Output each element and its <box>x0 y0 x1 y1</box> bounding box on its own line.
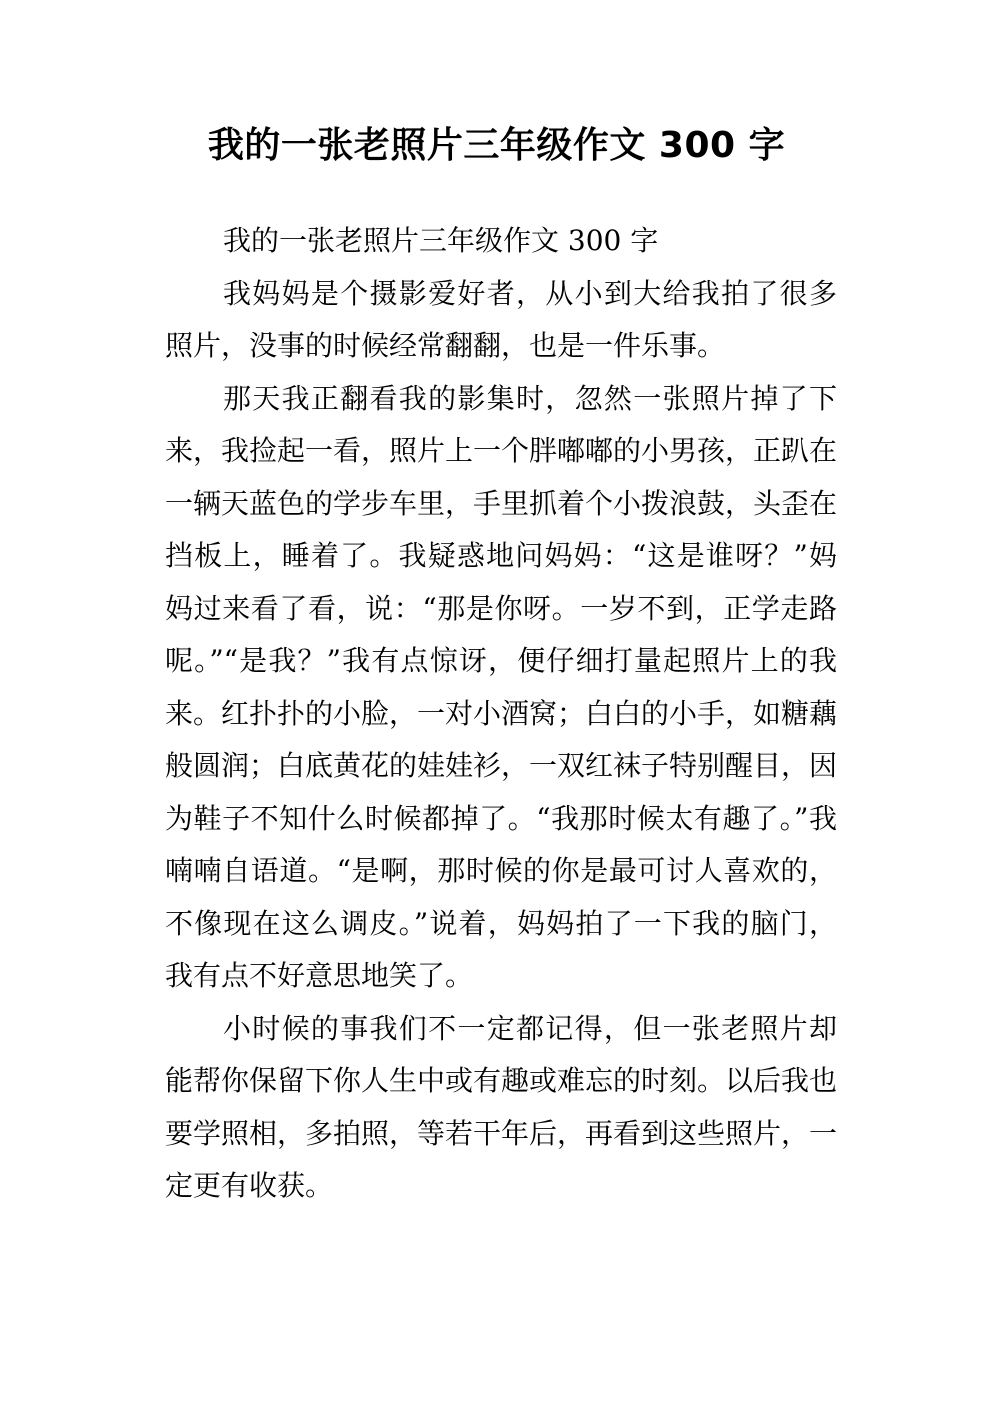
paragraph-story: 那天我正翻看我的影集时，忽然一张照片掉了下来，我捡起一看，照片上一个胖嘟嘟的小男孩，正趴在一辆天蓝色的学步车里，手里抓着个小拨浪鼓，头歪在挡板上，睡着了。我疑惑地问妈妈：“这是谁呀？”妈妈过来看了看，说：“那是你呀。一岁不到，正学走路呢。”“是我？”我有点惊讶，便仔细打量起照片上的我来。红扑扑的小脸，一对小酒窝；白白的小手，如糖藕般圆润；白底黄花的娃娃衫，一双红袜子特别醒目，因为鞋子不知什么时候都掉了。“我那时候太有趣了。”我喃喃自语道。“是啊，那时候的你是最可讨人喜欢的，不像现在这么调皮。”说着，妈妈拍了一下我的脑门，我有点不好意思地笑了。 <box>165 381 838 992</box>
paragraph-intro: 我妈妈是个摄影爱好者，从小到大给我拍了很多照片，没事的时候经常翻翻，也是一件乐事。 <box>165 276 837 362</box>
paragraph-conclusion: 小时候的事我们不一定都记得，但一张老照片却能帮你保留下你人生中或有趣或难忘的时刻。以后我也要学照相，多拍照，等若干年后，再看到这些照片，一定更有收获。 <box>165 1011 838 1202</box>
paragraph-subtitle: 我的一张老照片三年级作文 300 字 <box>223 224 659 257</box>
document-body <box>165 215 837 1213</box>
document-title: 我的一张老照片三年级作文 300 字 <box>207 125 786 166</box>
